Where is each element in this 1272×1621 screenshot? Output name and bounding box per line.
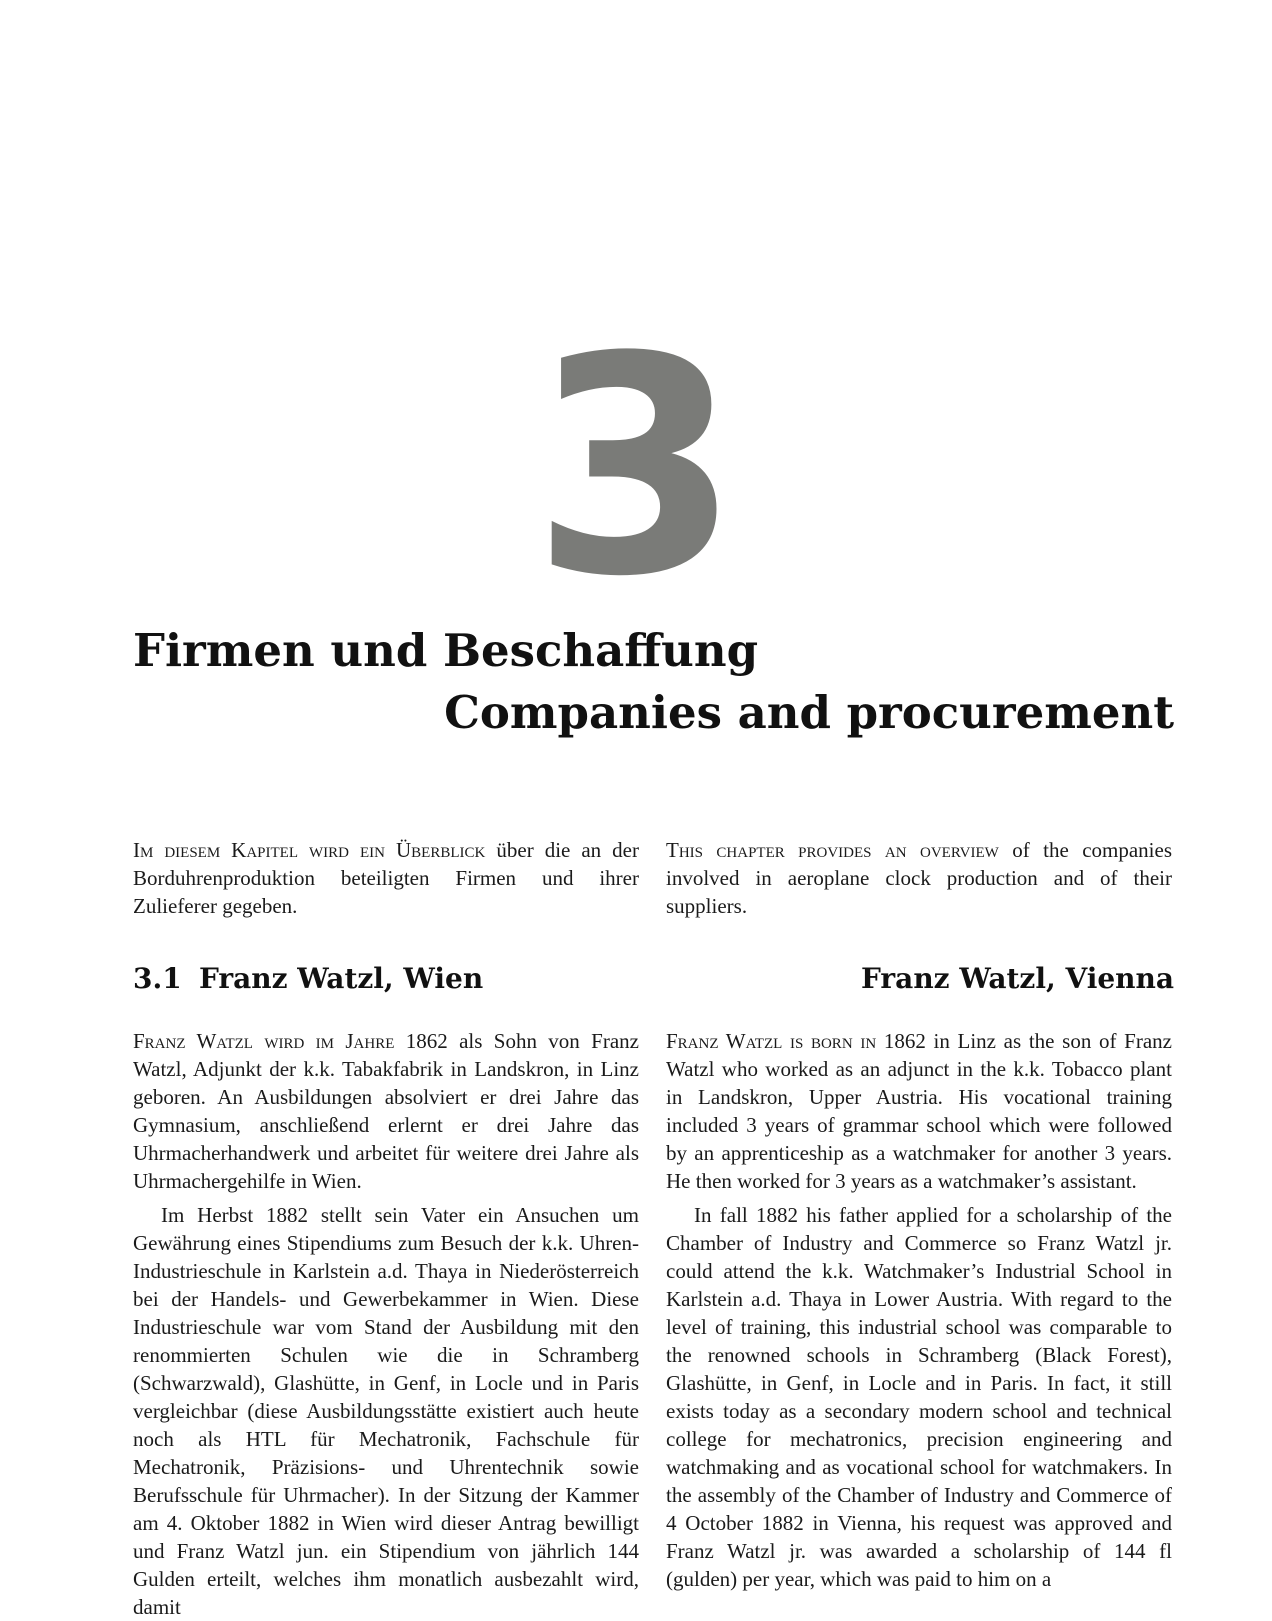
body-german [133,1027,639,1621]
body-english-lead: Franz Watzl is born in [666,1029,877,1053]
body-english-paragraph-2: In fall 1882 his father applied for a scholarship of the Chamber of Industry and Commerce so Franz Watzl jr. could attend the k.k. Watchmaker’s Industrial School in Karlstein a.d. Thaya in Lower Austria. With regard to the level of training, this industrial school was comparable to the renowned schools in Schramberg (Black Forest), Glashütte, in Genf, in Locle and in Paris. In fact, it still exists today as a secondary modern school and technical college for mechatronics, precision engineering and watchmaking and as vocational school for watchmakers. In the assembly of the Chamber of Industry and Commerce of 4 October 1882 in Vienna, his request was approved and Franz Watzl jr. was awarded a scholarship of 144 fl (gulden) per year, which was paid to him on a [666,1203,1172,1591]
intro-german [133,836,639,920]
intro-english [666,836,1172,920]
body-english-paragraph-1 [666,1027,1172,1195]
chapter-title-english: Companies and procurement [444,686,1174,739]
intro-english-lead: This chapter provides an overview [666,838,999,862]
section-title-english: Franz Watzl, Vienna [861,962,1174,995]
section-number: 3.1 [133,962,182,995]
body-german-paragraph-1 [133,1027,639,1195]
chapter-number: 3 [531,293,741,642]
body-german-lead: Franz Watzl wird im Jahre [133,1029,395,1053]
chapter-title-german: Firmen und Beschaffung [133,624,759,677]
section-heading-german [133,962,484,995]
section-title-german: Franz Watzl, Wien [199,962,484,995]
body-german-paragraph-2: Im Herbst 1882 stellt sein Vater ein Ansuchen um Gewährung eines Stipendiums zum Besuch der k.k. Uhren-Industrieschule in Karlstein a.d. Thaya in Niederösterreich bei der Handels- und Gewerbekammer in Wien. Diese Industrieschule war vom Stand der Ausbildung mit den renommierten Schulen wie die in Schramberg (Schwarzwald), Glashütte, in Genf, in Locle und in Paris vergleichbar (diese Ausbildungsstätte existiert auch heute noch als HTL für Mechatronik, Fachschule für Mechatronik, Präzisions- und Uhrentechnik sowie Berufsschule für Uhrmacher). In der Sitzung der Kammer am 4. Oktober 1882 in Wien wird dieser Antrag bewilligt und Franz Watzl jun. ein Stipendium von jährlich 144 Gulden erteilt, welches ihm monatlich ausbezahlt wird, damit [133,1203,639,1619]
intro-english-text: of the companies involved in aeroplane clock production and of their suppliers. [666,838,1172,918]
body-german-p1-text: 1862 als Sohn von Franz Watzl, Adjunkt der k.k. Tabakfabrik in Landskron, in Linz geboren. An Ausbildungen absolviert er drei Jahre das Gymnasium, anschließend erlernt er drei Jahre das Uhrmacherhandwerk und arbeitet für weitere drei Jahre als Uhrmachergehilfe in Wien. [133,1029,639,1193]
body-english-p1-text: 1862 in Linz as the son of Franz Watzl who worked as an adjunct in the k.k. Tobacco plant in Landskron, Upper Austria. His vocational training included 3 years of grammar school which were followed by an apprenticeship as a watchmaker for another 3 years. He then worked for 3 years as a watchmaker’s assistant. [666,1029,1172,1193]
intro-german-lead: Im diesem Kapitel wird ein Überblick [133,838,486,862]
body-english [666,1027,1172,1593]
intro-german-text: über die an der Borduhrenproduktion beteiligten Firmen und ihrer Zulieferer gegeben. [133,838,639,918]
